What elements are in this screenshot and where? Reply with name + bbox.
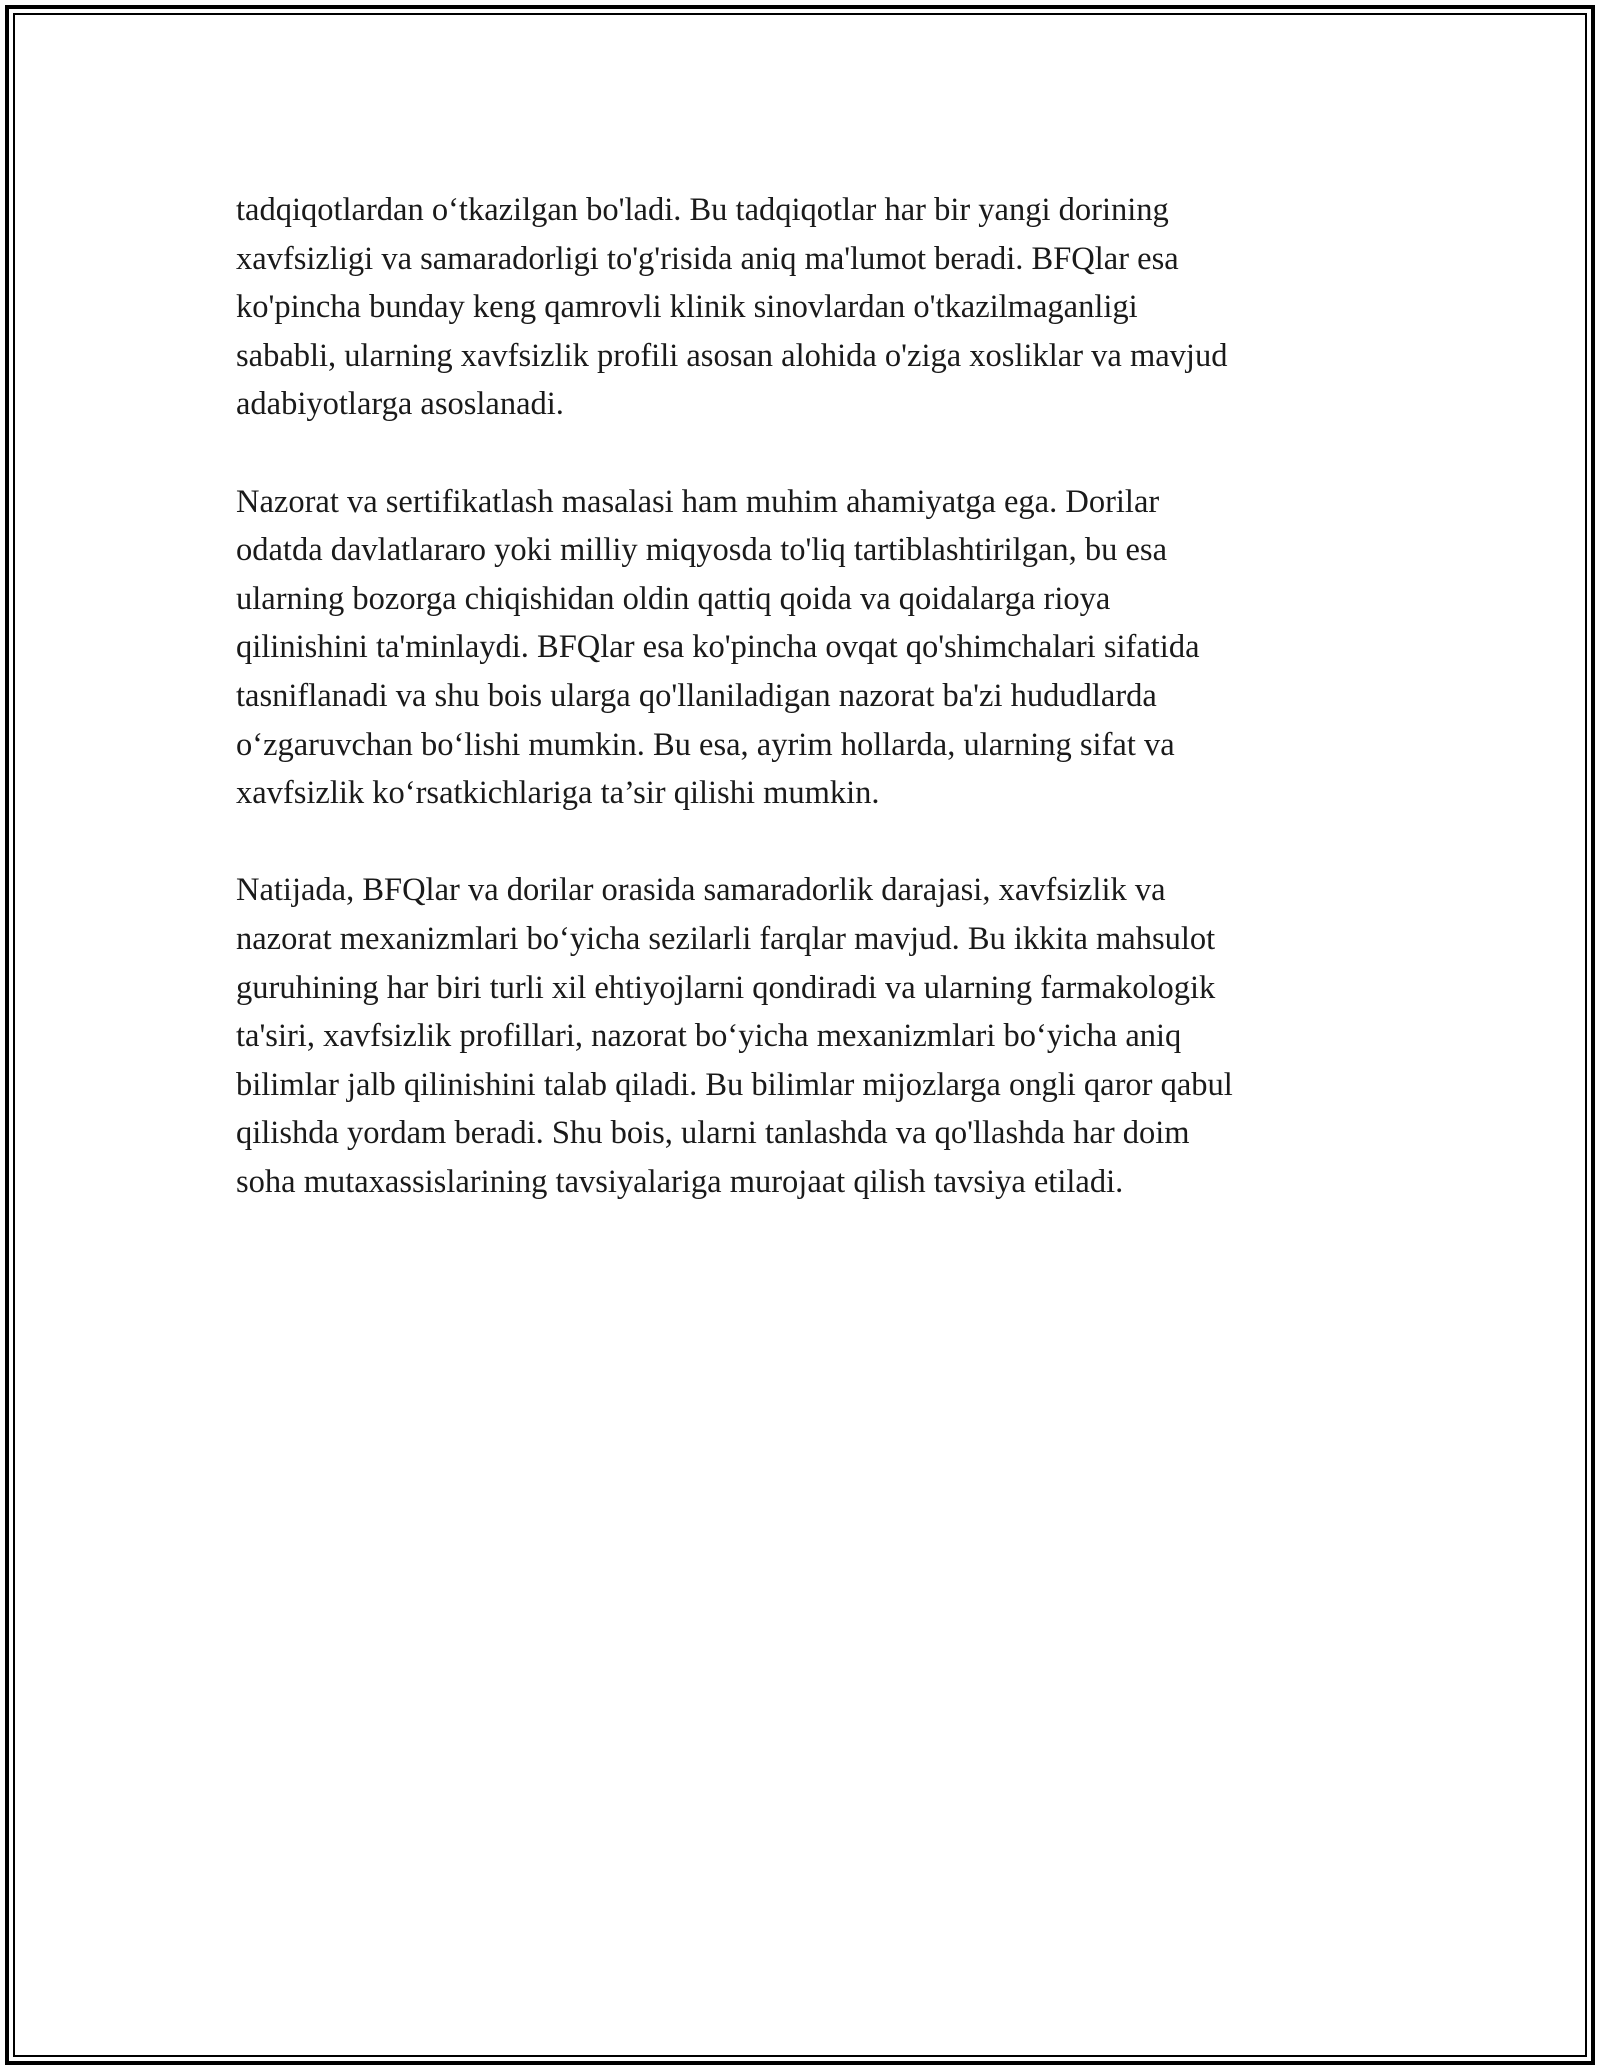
text-line: tadqiqotlardan o‘tkazilgan bo'ladi. Bu tadqiqotlar har bir yangi dorining [236, 192, 1169, 228]
text-line: o‘zgaruvchan bo‘lishi mumkin. Bu esa, ayrim hollarda, ularning sifat va [236, 726, 1175, 763]
paragraph-3 [236, 866, 1376, 1206]
text-line: bilimlar jalb qilinishini talab qiladi. Bu bilimlar mijozlarga ongli qaror qabul [236, 1066, 1233, 1103]
text-line: xavfsizligi va samaradorligi to'g'risida aniq ma'lumot beradi. BFQlar esa [236, 240, 1179, 277]
text-line: sababli, ularning xavfsizlik profili asosan alohida o'ziga xosliklar va mavjud [236, 337, 1228, 374]
text-line: xavfsizlik ko‘rsatkichlariga ta’sir qilishi mumkin. [236, 775, 880, 812]
text-line: qilishda yordam beradi. Shu bois, ularni tanlashda va qo'llashda har doim [236, 1115, 1190, 1152]
text-line: odatda davlatlararo yoki milliy miqyosda to'liq tartiblashtirilgan, bu esa [236, 532, 1167, 569]
text-line: qilinishini ta'minlaydi. BFQlar esa ko'pincha ovqat qo'shimchalari sifatida [236, 629, 1200, 666]
text-line: ta'siri, xavfsizlik profillari, nazorat bo‘yicha mexanizmlari bo‘yicha aniq [236, 1018, 1182, 1055]
document-body [236, 186, 1376, 1255]
text-line: nazorat mexanizmlari bo‘yicha sezilarli farqlar mavjud. Bu ikkita mahsulot [236, 920, 1216, 957]
text-line: ularning bozorga chiqishidan oldin qattiq qoida va qoidalarga rioya [236, 580, 1111, 617]
text-line: soha mutaxassislarining tavsiyalariga murojaat qilish tavsiya etiladi. [236, 1163, 1124, 1200]
text-line: ko'pincha bunday keng qamrovli klinik sinovlardan o'tkazilmaganligi [236, 289, 1138, 326]
text-line: tasniflanadi va shu bois ularga qo'llaniladigan nazorat ba'zi hududlarda [236, 677, 1157, 714]
text-line: Nazorat va sertifikatlash masalasi ham muhim ahamiyatga ega. Dorilar [236, 483, 1160, 520]
text-line: Natijada, BFQlar va dorilar orasida samaradorlik darajasi, xavfsizlik va [236, 872, 1166, 909]
paragraph-1 [236, 186, 1376, 429]
text-line: guruhining har biri turli xil ehtiyojlarni qondiradi va ularning farmakologik [236, 969, 1216, 1006]
paragraph-2 [236, 478, 1376, 818]
text-line: adabiyotlarga asoslanadi. [236, 386, 564, 423]
